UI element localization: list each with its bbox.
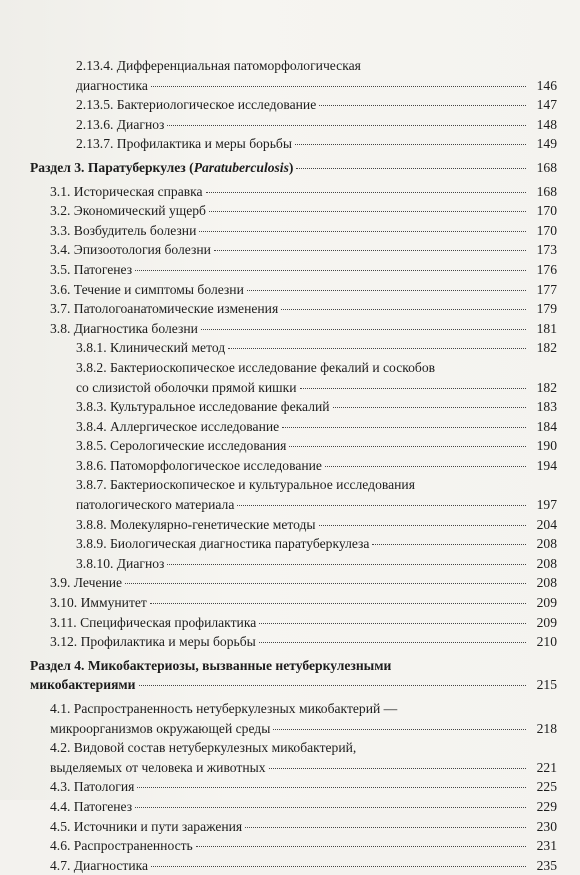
toc-entry-title: 3.3. Возбудитель болезни	[50, 222, 197, 238]
toc-entry-title: 2.13.5. Бактериологическое исследование	[76, 97, 317, 113]
toc-entry-title: 3.10. Иммунитет	[50, 595, 147, 611]
dot-leader	[296, 168, 526, 169]
dot-leader	[247, 290, 526, 291]
dot-leader	[259, 642, 526, 643]
toc-entry-title: 3.8.10. Диагноз	[76, 555, 165, 571]
toc-entry	[30, 134, 557, 154]
dot-leader	[269, 768, 526, 769]
toc-entry	[30, 475, 557, 495]
toc-entry-title: 3.8.2. Бактериоскопическое исследование фекалий и соскобов	[76, 359, 436, 375]
dot-leader	[135, 270, 526, 271]
toc-entry-page: 183	[536, 399, 557, 415]
dot-leader	[135, 807, 526, 808]
dot-leader	[319, 525, 526, 526]
toc-entry-page: 208	[536, 555, 557, 571]
toc-entry-title: микроорганизмов окружающей среды	[50, 720, 271, 736]
dot-leader	[289, 446, 526, 447]
toc-entry-title: 3.12. Профилактика и меры борьбы	[50, 634, 256, 650]
toc-entry	[30, 554, 557, 574]
toc-entry	[30, 836, 557, 856]
toc-entry	[30, 158, 557, 178]
toc-entry	[30, 856, 557, 875]
toc-entry-page: 197	[536, 497, 557, 513]
toc-entry-title: 4.6. Распространенность	[50, 838, 193, 854]
toc-entry-title: Раздел 4. Микобактериозы, вызванные нетуберкулезными	[30, 657, 392, 673]
toc-entry-page: 204	[536, 516, 557, 532]
dot-leader	[259, 623, 526, 624]
dot-leader	[372, 544, 526, 545]
toc-entry-page: 181	[536, 320, 557, 336]
dot-leader	[151, 866, 526, 867]
toc-entry-title: 3.8.1. Клинический метод	[76, 340, 226, 356]
toc-entry-title: 4.2. Видовой состав нетуберкулезных микобактерий,	[50, 740, 357, 756]
toc-entry	[30, 221, 557, 241]
toc-entry-page: 177	[536, 281, 557, 297]
toc-entry	[30, 358, 557, 378]
dot-leader	[319, 105, 526, 106]
dot-leader	[206, 192, 526, 193]
dot-leader	[325, 466, 526, 467]
toc-entry	[30, 338, 557, 358]
toc-entry-page: 176	[536, 261, 557, 277]
dot-leader	[245, 827, 526, 828]
toc-entry-page: 225	[536, 779, 557, 795]
toc-entry-page: 209	[536, 614, 557, 630]
dot-leader	[125, 583, 526, 584]
toc-entry	[30, 613, 557, 633]
toc-entry	[30, 632, 557, 652]
dot-leader	[199, 231, 526, 232]
toc-entry-page: 168	[536, 183, 557, 199]
toc-entry	[30, 593, 557, 613]
toc-entry-page: 208	[536, 575, 557, 591]
dot-leader	[237, 505, 526, 506]
toc-entry-title: 2.13.7. Профилактика и меры борьбы	[76, 136, 292, 152]
toc-entry-page: 190	[536, 438, 557, 454]
toc-entry-title: 3.6. Течение и симптомы болезни	[50, 281, 244, 297]
dot-leader	[196, 846, 526, 847]
dot-leader	[151, 86, 526, 87]
toc-entry-title: 3.2. Экономический ущерб	[50, 203, 206, 219]
dot-leader	[139, 685, 526, 686]
toc-entry-page: 148	[536, 116, 557, 132]
toc-entry-title: диагностика	[76, 77, 148, 93]
toc-entry	[30, 56, 557, 76]
toc-entry-page: 229	[536, 798, 557, 814]
toc-entry-page: 147	[536, 97, 557, 113]
toc-entry-page: 184	[536, 418, 557, 434]
toc-entry-page: 208	[536, 536, 557, 552]
dot-leader	[282, 427, 526, 428]
toc-entry	[30, 573, 557, 593]
toc-entry-title: 3.1. Историческая справка	[50, 183, 203, 199]
toc-entry-page: 170	[536, 222, 557, 238]
toc-entry	[30, 777, 557, 797]
dot-leader	[167, 564, 526, 565]
toc-entry-title: 3.8.7. Бактериоскопическое и культуральное исследования	[76, 477, 415, 493]
toc-entry-title: 3.8.3. Культуральное исследование фекалий	[76, 399, 330, 415]
toc-entry	[30, 456, 557, 476]
toc-entry	[30, 280, 557, 300]
toc-entry	[30, 817, 557, 837]
dot-leader	[150, 603, 526, 604]
toc-entry	[30, 95, 557, 115]
toc-entry-title: 3.8.9. Биологическая диагностика паратуберкулеза	[76, 536, 370, 552]
toc-entry-title: 4.5. Источники и пути заражения	[50, 818, 243, 834]
dot-leader	[201, 329, 526, 330]
dot-leader	[214, 250, 526, 251]
toc-entry	[30, 656, 557, 676]
toc-entry	[30, 417, 557, 437]
toc-entry-page: 215	[536, 677, 557, 693]
toc-entry	[30, 240, 557, 260]
toc-entry-title: 3.4. Эпизоотология болезни	[50, 242, 211, 258]
toc-entry-page: 179	[536, 301, 557, 317]
toc-entry-title: 2.13.6. Диагноз	[76, 116, 165, 132]
toc-entry	[30, 397, 557, 417]
toc-entry-page: 182	[536, 379, 557, 395]
toc-entry	[30, 260, 557, 280]
dot-leader	[300, 388, 526, 389]
toc-entry-page: 221	[536, 759, 557, 775]
toc-entry-page: 209	[536, 595, 557, 611]
toc-entry	[30, 182, 557, 202]
toc-entry-page: 235	[536, 857, 557, 873]
toc-entry	[30, 534, 557, 554]
toc-entry-title: патологического материала	[76, 497, 235, 513]
toc-entry-page: 230	[536, 818, 557, 834]
toc-entry	[30, 738, 557, 758]
toc-entry-title: 4.1. Распространенность нетуберкулезных микобактерий —	[50, 701, 398, 716]
toc-entry-title: 3.8. Диагностика болезни	[50, 320, 198, 336]
dot-leader	[209, 211, 526, 212]
toc-entry-title: 4.4. Патогенез	[50, 798, 133, 814]
toc-entry-title: выделяемых от человека и животных	[50, 759, 266, 775]
toc-entry	[30, 115, 557, 135]
toc-entry	[30, 675, 557, 695]
toc-entry-page: 210	[536, 634, 557, 650]
toc-entry-page: 149	[536, 136, 557, 152]
toc-entry-title: 3.7. Патологоанатомические изменения	[50, 301, 279, 317]
toc-entry-title: 3.8.6. Патоморфологическое исследование	[76, 457, 322, 473]
toc-entry	[30, 719, 557, 739]
dot-leader	[333, 407, 526, 408]
toc-entry-page: 173	[536, 242, 557, 258]
toc-entry-title: со слизистой оболочки прямой кишки	[76, 379, 297, 395]
dot-leader	[295, 144, 526, 145]
toc-entry	[30, 76, 557, 96]
toc-entry-page: 231	[536, 838, 557, 854]
dot-leader	[228, 348, 526, 349]
toc-entry	[30, 201, 557, 221]
toc-entry-title: 4.3. Патология	[50, 779, 135, 795]
toc-entry-title: 3.8.5. Серологические исследования	[76, 438, 287, 454]
toc-entry-page: 218	[536, 720, 557, 736]
dot-leader	[273, 729, 526, 730]
toc-entry-title: 3.5. Патогенез	[50, 261, 133, 277]
table-of-contents	[30, 56, 557, 875]
dot-leader	[167, 125, 526, 126]
toc-entry	[30, 758, 557, 778]
toc-entry-title: 3.8.8. Молекулярно-генетические методы	[76, 516, 316, 532]
toc-entry-page: 146	[536, 77, 557, 93]
dot-leader	[137, 787, 526, 788]
toc-entry-title: 4.7. Диагностика	[50, 857, 149, 873]
toc-entry	[30, 436, 557, 456]
toc-entry	[30, 378, 557, 398]
toc-entry-title: 3.9. Лечение	[50, 575, 123, 591]
toc-entry-page: 170	[536, 203, 557, 219]
toc-entry-title: 3.11. Специфическая профилактика	[50, 614, 257, 630]
toc-entry-title: Раздел 3. Паратуберкулез (Paratuberculosis)	[30, 159, 294, 175]
toc-entry-title: 2.13.4. Дифференциальная патоморфологическая	[76, 58, 361, 73]
toc-entry-title: 3.8.4. Аллергическое исследование	[76, 418, 280, 434]
dot-leader	[281, 309, 526, 310]
toc-entry	[30, 495, 557, 515]
toc-entry-page: 182	[536, 340, 557, 356]
toc-entry	[30, 299, 557, 319]
toc-entry	[30, 699, 557, 719]
toc-entry-page: 168	[536, 159, 557, 175]
toc-entry-page: 194	[536, 457, 557, 473]
toc-entry	[30, 319, 557, 339]
toc-entry-title: микобактериями	[30, 677, 136, 693]
toc-entry	[30, 515, 557, 535]
